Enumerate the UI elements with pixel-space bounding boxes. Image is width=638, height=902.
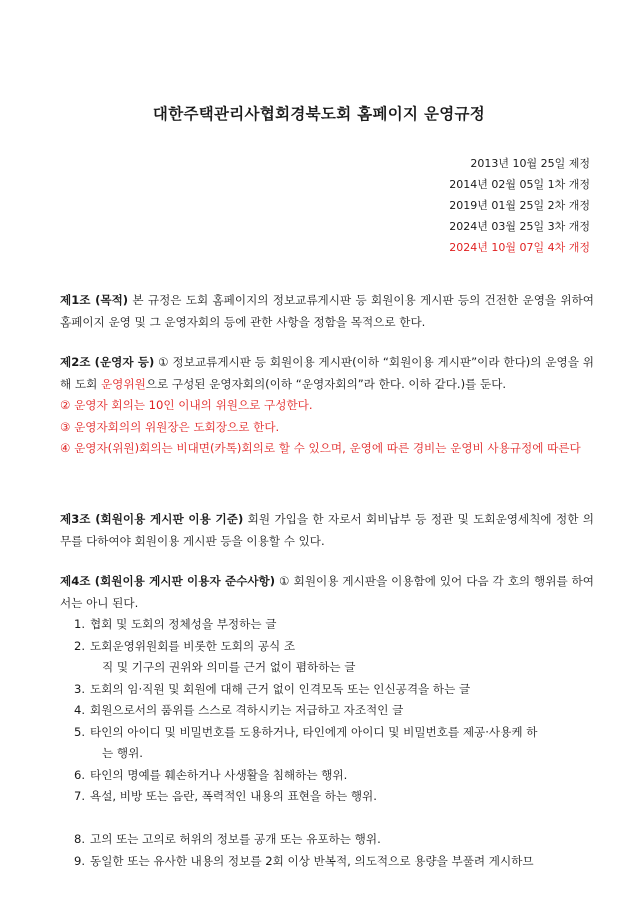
article-1	[60, 290, 594, 333]
list-item-text: 회원으로서의 품위를 스스로 격하시키는 저급하고 자조적인 글	[90, 703, 404, 717]
article-2-body-post: 으로 구성된 운영자회의(이하 “운영자회의”라 한다. 이하 같다.)를 둔다.	[145, 376, 507, 391]
list-item	[60, 829, 594, 851]
list-item-text: 협회 및 도회의 정체성을 부정하는 글	[90, 617, 277, 631]
revision-entry-latest: 2024년 10월 07일 4차 개정	[449, 241, 590, 254]
list-item-number: 7.	[74, 789, 86, 803]
article-1-body: 본 규정은 도회 홈페이지의 정보교류게시판 등 회원이용 게시판 등의 건전한 운영을 위하여 홈페이지 운영 및 그 운영자회의 등에 관한 사항을 정함을 목적으로 한다.	[60, 293, 594, 329]
article-2-paragraph	[60, 352, 594, 395]
list-item-text: 욕설, 비방 또는 음란, 폭력적인 내용의 표현을 하는 행위.	[90, 789, 377, 803]
list-item-text: 도회운영위원회를 비롯한 도회의 공식 조	[90, 638, 296, 653]
list-item-number: 9.	[74, 853, 86, 868]
article-4	[60, 571, 594, 872]
article-4-body: ① 회원이용 게시판을 이용함에 있어 다음 각 호의 행위를 하여서는 아니 된다.	[60, 574, 594, 610]
list-item-number: 3.	[74, 681, 86, 696]
article-2-item-3: ③ 운영자회의의 위원장은 도회장으로 한다.	[60, 419, 280, 434]
list-item-text: 타인의 아이디 및 비밀번호를 도용하거나, 타인에게 아이디 및 비밀번호를 제공·사용케 하	[90, 724, 538, 739]
article-1-title: 제1조 (목적)	[60, 293, 129, 307]
revision-entry: 2013년 10월 25일 제정	[470, 157, 590, 170]
revision-entry: 2014년 02월 05일 1차 개정	[449, 178, 590, 191]
list-item-number: 2.	[74, 638, 86, 653]
list-item-continuation: 는 행위.	[102, 746, 143, 760]
article-3-title: 제3조 (회원이용 게시판 이용 기준)	[60, 512, 244, 526]
article-2-title: 제2조 (운영자 등)	[60, 355, 155, 369]
revision-entry: 2019년 01월 25일 2차 개정	[449, 199, 590, 212]
article-3-body: 회원 가입을 한 자로서 회비납부 등 정관 및 도회운영세칙에 정한 의무를 다하여야 회원이용 게시판 등을 이용할 수 있다.	[60, 512, 594, 548]
list-item-number: 6.	[74, 767, 86, 782]
list-item-text: 고의 또는 고의로 허위의 정보를 공개 또는 유포하는 행위.	[90, 832, 381, 846]
list-item	[60, 636, 594, 679]
article-2	[60, 352, 594, 460]
revision-entry: 2024년 03월 25일 3차 개정	[449, 220, 590, 233]
list-item-number: 5.	[74, 724, 86, 739]
list-item-text: 도회의 임·직원 및 회원에 대해 근거 없이 인격모독 또는 인신공격을 하는 글	[90, 681, 471, 696]
revision-history	[390, 153, 590, 258]
article-3	[60, 509, 594, 552]
article-2-body-highlight: 운영위원	[100, 376, 146, 391]
article-1-paragraph	[60, 290, 594, 333]
article-3-paragraph	[60, 509, 594, 552]
article-2-body-pre: ① 정보교류게시판 등 회원이용 게시판(이하 “회원이용 게시판”이라 한다)의 운영을 위해 도회	[60, 355, 594, 391]
list-item-number: 1.	[74, 617, 86, 631]
list-item	[60, 679, 594, 701]
list-item-text: 타인의 명예를 훼손하거나 사생활을 침해하는 행위.	[90, 767, 348, 782]
list-item	[60, 851, 594, 873]
document-title: 대한주택관리사협회경북도회 홈페이지 운영규정	[152, 105, 486, 123]
list-item	[60, 765, 594, 787]
spacer	[60, 808, 594, 830]
list-item-continuation: 직 및 기구의 권위와 의미를 근거 없이 폄하하는 글	[102, 660, 356, 674]
list-item	[60, 786, 594, 808]
article-2-item-4: ④ 운영자(위원)회의는 비대면(카톡)회의로 할 수 있으며, 운영에 따른 경비는 운영비 사용규정에 따른다	[60, 441, 581, 455]
article-4-paragraph	[60, 571, 594, 614]
list-item	[60, 722, 594, 765]
list-item-number: 4.	[74, 703, 86, 717]
article-4-title: 제4조 (회원이용 게시판 이용자 준수사항)	[60, 574, 276, 588]
list-item	[60, 700, 594, 722]
list-item-text: 동일한 또는 유사한 내용의 정보를 2회 이상 반복적, 의도적으로 용량을 부풀려 게시하므	[90, 853, 534, 868]
list-item-number: 8.	[74, 832, 86, 846]
article-2-item-2: ② 운영자 회의는 10인 이내의 위원으로 구성한다.	[60, 398, 313, 412]
list-item	[60, 614, 594, 636]
